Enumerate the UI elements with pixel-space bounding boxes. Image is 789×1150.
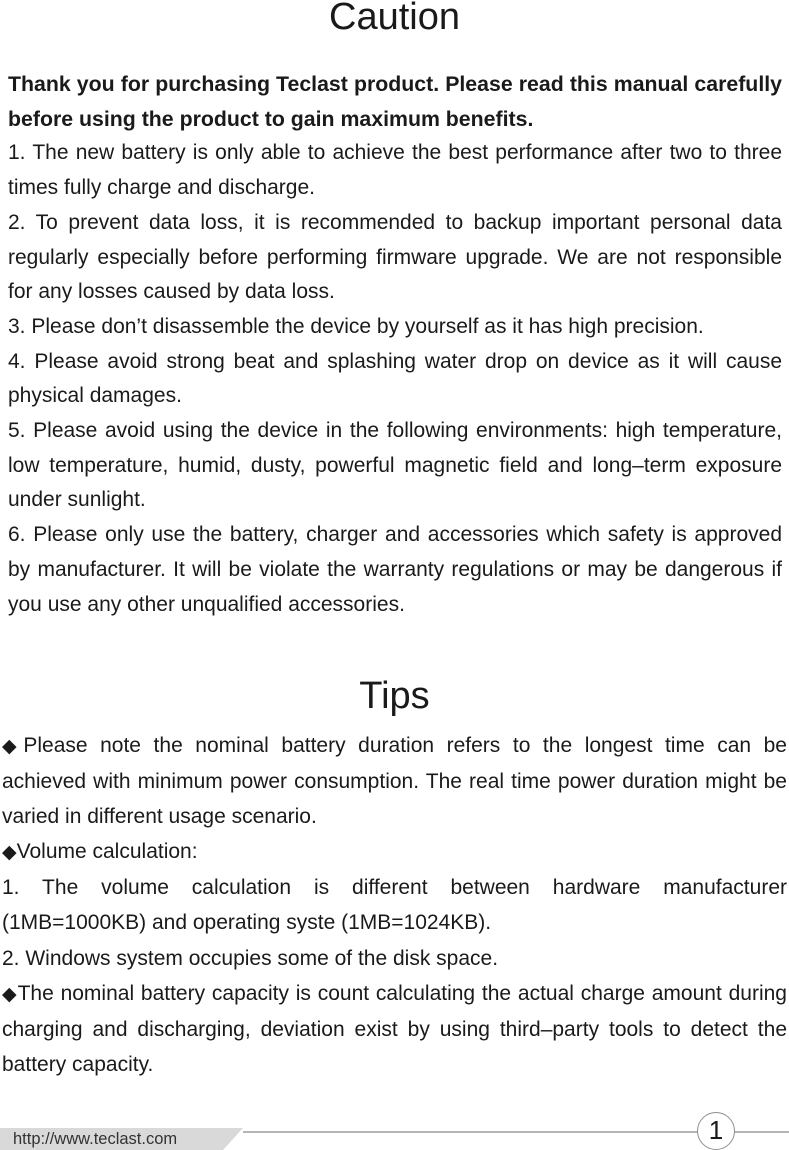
caution-item-6: 6. Please only use the battery, charger and accessories which safety is approved by manufacturer. It will be violate the warranty regulations or may be dangerous if you use any other unqualified accessories. xyxy=(8,523,782,616)
tips-section xyxy=(2,728,787,1082)
caution-intro: Thank you for purchasing Teclast product. Please read this manual carefully before using the product to gain maximum benefits. xyxy=(8,72,782,131)
caution-item-4: 4. Please avoid strong beat and splashing water drop on device as it will cause physical damages. xyxy=(8,349,782,408)
tips-bullet-volume-text: Volume calculation: xyxy=(16,840,198,864)
tips-bullet-battery-capacity xyxy=(2,976,787,1082)
tips-bullet-battery-duration xyxy=(2,728,787,834)
caution-section xyxy=(8,67,782,622)
page-number: 1 xyxy=(697,1112,735,1150)
tips-bullet-battery-duration-text: Please note the nominal battery duration refers to the longest time can be achieved with minimum power consumption. The real time power duration might be varied in different usage scenario. xyxy=(2,734,787,829)
tips-heading: Tips xyxy=(359,675,430,717)
tips-volume-item-2: 2. Windows system occupies some of the disk space. xyxy=(2,946,499,970)
tips-volume-item-1: 1. The volume calculation is different between hardware manufacturer (1MB=1000KB) and operating syste (1MB=1024KB). xyxy=(2,876,787,935)
tips-bullet-volume xyxy=(2,834,787,870)
caution-heading: Caution xyxy=(329,0,460,38)
caution-item-1: 1. The new battery is only able to achieve the best performance after two to three times fully charge and discharge. xyxy=(8,141,782,200)
diamond-bullet-icon: ◆ xyxy=(2,841,17,864)
footer-url: http://www.teclast.com xyxy=(13,1130,178,1148)
diamond-bullet-icon: ◆ xyxy=(2,982,18,1005)
tips-bullet-battery-capacity-text: The nominal battery capacity is count calculating the actual charge amount during charging and discharging, deviation exist by using third–party tools to detect the battery capacity. xyxy=(2,981,787,1076)
diamond-bullet-icon: ◆ xyxy=(2,735,24,757)
caution-item-5: 5. Please avoid using the device in the following environments: high temperature, low temperature, humid, dusty, powerful magnetic field and long–term exposure under sunlight. xyxy=(8,419,782,512)
caution-item-2: 2. To prevent data loss, it is recommended to backup important personal data regularly especially before performing firmware upgrade. We are not responsible for any losses caused by data loss. xyxy=(8,210,782,304)
caution-item-3: 3. Please don’t disassemble the device by yourself as it has high precision. xyxy=(8,314,704,338)
